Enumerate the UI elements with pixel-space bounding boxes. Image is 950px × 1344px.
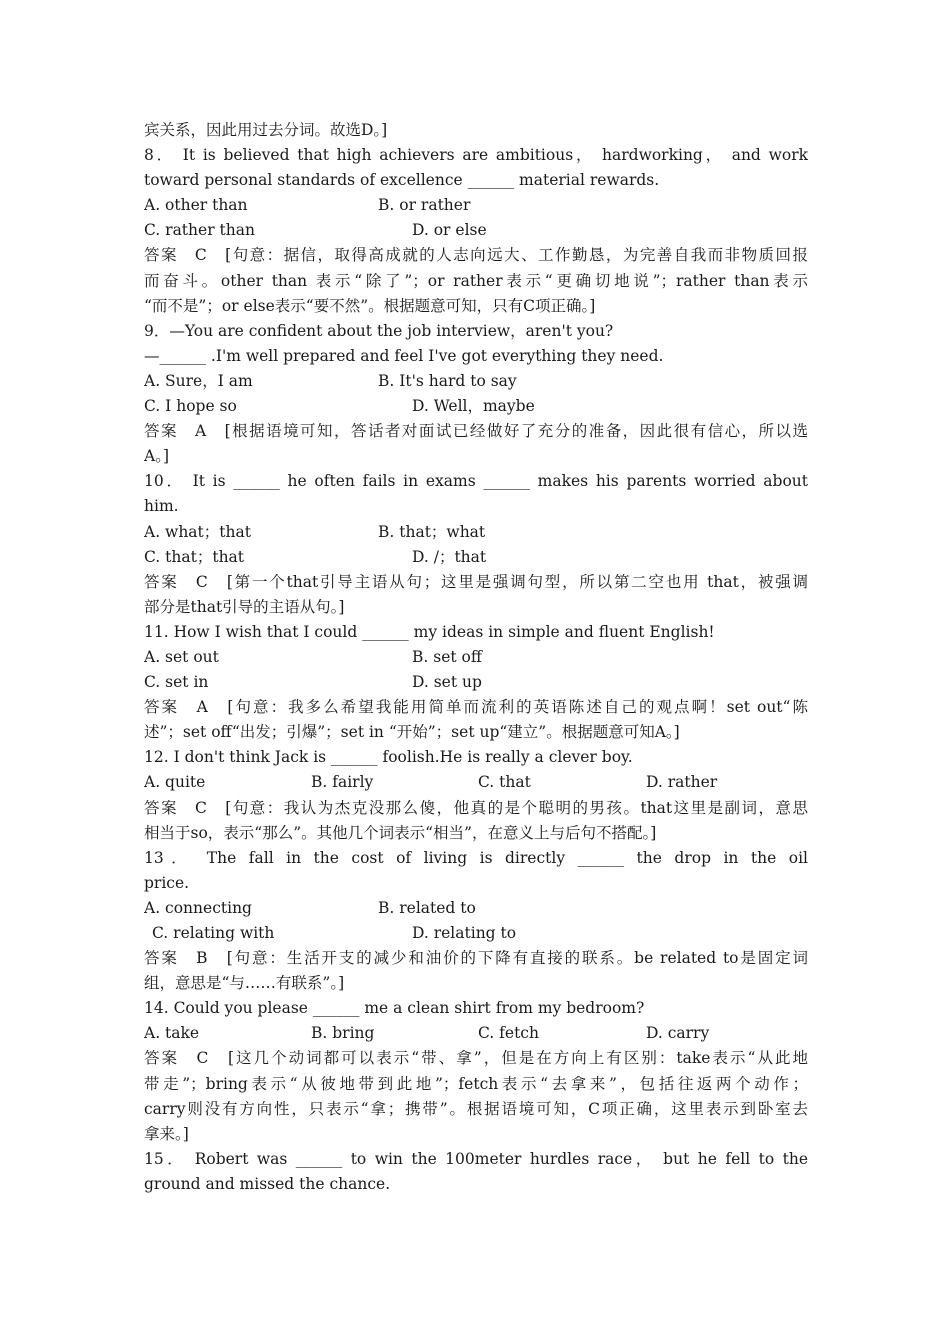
question-10-options-ab — [144, 520, 808, 545]
question-11-options-cd — [144, 670, 808, 695]
document-page — [144, 118, 808, 1197]
answer-12-cont: 相当于so，表示“那么”。其他几个词表示“相当”，在意义上与后句不搭配。] — [144, 823, 657, 842]
option-c: C. set in — [144, 673, 209, 692]
question-15-text-cont: ground and missed the chance. — [144, 1174, 391, 1193]
option-d: D. set up — [412, 673, 482, 692]
answer-14: 答案 C [这几个动词都可以表示“带、拿”，但是在方向上有区别：take表示“从此地 — [144, 1049, 808, 1068]
option-b: B. or rather — [378, 196, 471, 215]
question-10-text: 10． It is ______ he often fails in exams ______ makes his parents worried about — [144, 472, 808, 491]
option-c: C. fetch — [478, 1024, 539, 1043]
question-9-text-cont: —______ .I'm well prepared and feel I've got everything they need. — [144, 346, 664, 365]
option-d: D. /；that — [412, 547, 487, 566]
option-c: C. rather than — [144, 221, 255, 240]
option-a: A. set out — [144, 647, 219, 666]
question-10-text-cont: him. — [144, 497, 179, 516]
option-b: B. related to — [378, 898, 476, 917]
answer-13-cont: 组，意思是“与……有联系”。] — [144, 974, 345, 993]
option-a: A. other than — [144, 196, 248, 215]
answer-9: 答案 A [根据语境可知，答话者对面试已经做好了充分的准备，因此很有信心，所以选 — [144, 422, 808, 441]
question-10-options-cd — [144, 545, 808, 570]
answer-11: 答案 A [句意：我多么希望我能用简单而流利的英语陈述自己的观点啊！set out“陈 — [144, 698, 808, 717]
question-9-options-ab — [144, 369, 808, 394]
answer-14-cont2: carry则没有方向性，只表示“拿；携带”。根据语境可知，C项正确，这里表示到卧室去 — [144, 1099, 808, 1118]
option-b: B. that；what — [378, 522, 486, 541]
question-14-text: 14. Could you please ______ me a clean shirt from my bedroom? — [144, 999, 645, 1018]
question-8-options-ab — [144, 193, 808, 218]
question-11-text: 11. How I wish that I could ______ my ideas in simple and fluent English! — [144, 622, 715, 641]
question-8-text: 8． It is believed that high achievers are ambitious， hardworking， and work — [144, 146, 808, 165]
option-a: A. quite — [144, 773, 206, 792]
question-11-options-ab — [144, 645, 808, 670]
option-c: C. relating with — [152, 924, 275, 942]
option-d: D. or else — [412, 221, 487, 240]
answer-continuation: 宾关系，因此用过去分词。故选D。] — [144, 121, 388, 139]
answer-12: 答案 C [句意：我认为杰克没那么傻，他真的是个聪明的男孩。that这里是副词，意思 — [144, 798, 808, 817]
question-9-text: 9．—You are confident about the job interview，aren't you? — [144, 321, 614, 340]
option-a: A. connecting — [144, 898, 252, 917]
option-d: D. Well，maybe — [412, 397, 535, 416]
answer-9-cont: A。] — [144, 447, 169, 466]
question-8-options-cd — [144, 218, 808, 243]
option-d: D. rather — [646, 773, 718, 792]
option-c: C. I hope so — [144, 397, 237, 416]
question-13-options-ab — [144, 896, 808, 921]
question-15-text: 15． Robert was ______ to win the 100meter hurdles race， but he fell to the — [144, 1149, 808, 1168]
question-13-options-cd — [144, 921, 808, 946]
answer-11-cont: 述”；set off“出发；引爆”；set in “开始”；set up“建立”。根据题意可知A。] — [144, 723, 680, 742]
answer-10-cont: 部分是that引导的主语从句。] — [144, 597, 345, 616]
answer-8-cont2: “而不是”；or else表示“要不然”。根据题意可知，只有C项正确。] — [144, 296, 596, 315]
answer-10: 答案 C [第一个that引导主语从句；这里是强调句型，所以第二空也用 that，被强调 — [144, 572, 808, 591]
question-13-text-cont: price. — [144, 873, 190, 892]
question-12-options — [144, 770, 808, 795]
option-a: A. Sure，I am — [144, 371, 253, 390]
question-12-text: 12. I don't think Jack is ______ foolish.He is really a clever boy. — [144, 748, 633, 767]
answer-13: 答案 B [句意：生活开支的减少和油价的下降有直接的联系。be related to是固定词 — [144, 949, 808, 968]
option-b: B. bring — [311, 1024, 375, 1043]
option-b: B. It's hard to say — [378, 371, 517, 390]
option-d: D. carry — [646, 1024, 710, 1043]
option-a: A. what；that — [144, 522, 251, 541]
answer-14-cont3: 拿来。] — [144, 1124, 189, 1143]
question-8-text-cont: toward personal standards of excellence ______ material rewards. — [144, 171, 660, 190]
question-13-text: 13． The fall in the cost of living is directly ______ the drop in the oil — [144, 848, 808, 867]
option-d: D. relating to — [412, 924, 517, 942]
option-a: A. take — [144, 1024, 200, 1043]
option-c: C. that — [478, 773, 531, 792]
answer-8-cont: 而奋斗。other than 表示“除了”；or rather表示“更确切地说”；rather than表示 — [144, 271, 808, 290]
option-b: B. fairly — [311, 773, 374, 792]
question-9-options-cd — [144, 394, 808, 419]
option-b: B. set off — [412, 647, 482, 666]
answer-8: 答案 C [句意：据信，取得高成就的人志向远大、工作勤恳，为完善自我而非物质回报 — [144, 246, 808, 265]
option-c: C. that；that — [144, 547, 245, 566]
question-14-options — [144, 1021, 808, 1046]
answer-14-cont: 带走”；bring表示“从彼地带到此地”；fetch表示“去拿来”，包括往返两个动作； — [144, 1074, 808, 1093]
